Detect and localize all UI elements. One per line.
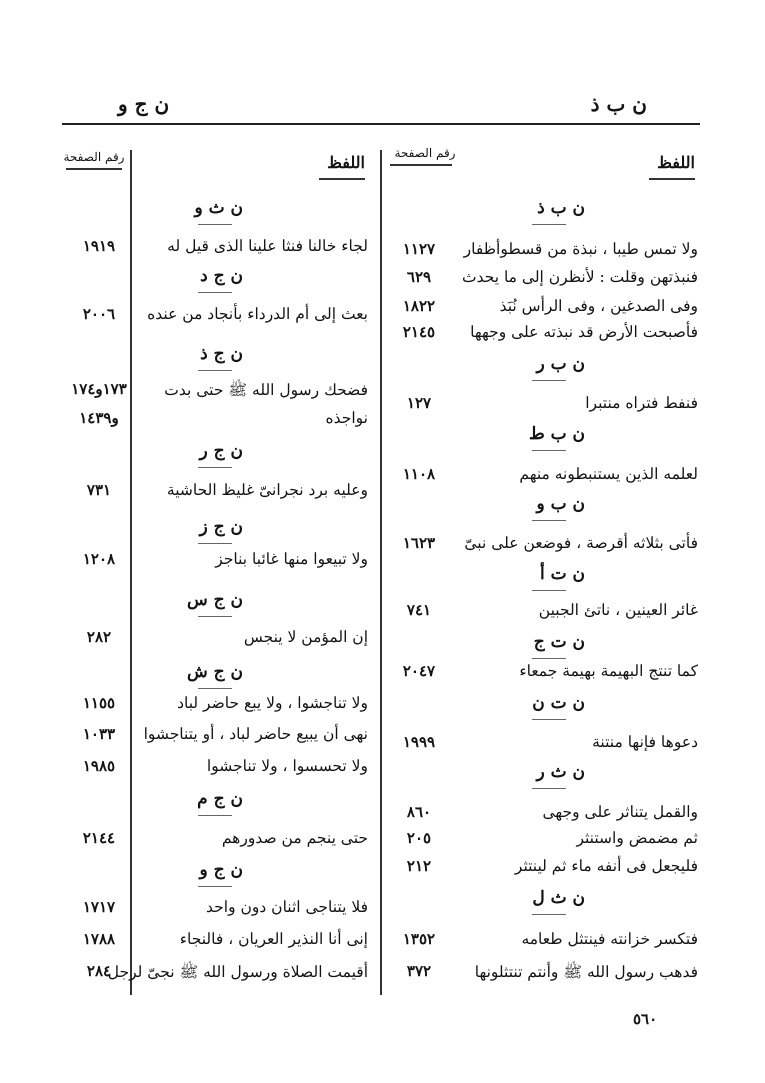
entry-page-number: ٦٢٩	[406, 268, 432, 286]
entry-page-number: ١٩٩٩	[402, 733, 436, 751]
entry-page-number: ٢٠٤٧	[402, 662, 436, 680]
header-rule	[62, 123, 700, 125]
root-underline	[198, 886, 232, 887]
root-heading: ن ث ر	[536, 762, 585, 782]
root-heading: ن ت ن	[532, 693, 585, 713]
entry-phrase: حتى ينجم من صدورهم	[221, 829, 368, 847]
root-underline	[532, 224, 566, 225]
left-page-header: رقم الصفحة	[63, 150, 125, 164]
entry-page-number: ١٧٣و١٧٤	[71, 380, 127, 398]
entry-page-number: و١٤٣٩	[79, 409, 119, 427]
entry-phrase: فليجعل فى أنفه ماء ثم لينتثر	[514, 857, 698, 875]
entry-phrase: إنى أنا النذير العريان ، فالنجاء	[179, 930, 368, 948]
entry-page-number: ٧٣١	[86, 481, 112, 499]
root-heading: ن ج ذ	[200, 344, 243, 364]
entry-phrase: ولا تحسسوا ، ولا تناجشوا	[206, 757, 368, 775]
root-underline	[532, 450, 566, 451]
entry-phrase: نهى أن يبيع حاضر لباد ، أو يتناجشوا	[143, 725, 368, 743]
entry-page-number: ٢١٢	[406, 857, 432, 875]
entry-phrase: فأصبحت الأرض قد نبذته على وجهها	[470, 323, 698, 341]
page-number: ٥٦٠	[633, 1010, 658, 1028]
root-underline	[198, 467, 232, 468]
entry-page-number: ١٠٣٣	[82, 725, 116, 743]
root-underline	[532, 719, 566, 720]
root-heading: ن ج و	[199, 860, 243, 880]
root-underline	[198, 688, 232, 689]
root-underline	[198, 616, 232, 617]
entry-page-number: ١٣٥٢	[402, 930, 436, 948]
entry-page-number: ٢١٤٥	[402, 323, 436, 341]
root-heading: ن ب ط	[528, 424, 585, 444]
entry-page-number: ٢٠٥	[406, 829, 432, 847]
entry-phrase: فلا يتناجى اثنان دون واحد	[206, 898, 368, 916]
root-heading: ن ج س	[186, 590, 243, 610]
root-heading: ن ت أ	[539, 564, 585, 584]
root-underline	[532, 520, 566, 521]
right-page-header-underline	[390, 164, 452, 166]
root-heading: ن ب ر	[536, 354, 585, 374]
root-heading: ن ج ز	[199, 517, 243, 537]
entry-phrase: ثم مضمض واستنثر	[576, 829, 698, 847]
root-underline	[532, 380, 566, 381]
right-column-divider	[380, 150, 382, 995]
root-heading: ن ث و	[194, 198, 243, 218]
root-heading: ن ب و	[536, 494, 585, 514]
entry-page-number: ٣٧٢	[406, 962, 432, 980]
root-heading: ن ج ر	[199, 441, 243, 461]
entry-phrase: ولا تبيعوا منها غائبا بناجز	[215, 550, 368, 568]
entry-page-number: ١١٢٧	[402, 240, 436, 258]
entry-phrase: فنبذتهن وقلت : لأنظرن إلى ما يحدث	[461, 268, 698, 286]
root-heading: ن ج د	[200, 266, 243, 286]
entry-page-number: ١٧٨٨	[82, 930, 116, 948]
entry-page-number: ١٨٢٢	[402, 297, 436, 315]
entry-page-number: ٢٨٢	[86, 628, 112, 646]
root-heading: ن ج م	[197, 789, 243, 809]
entry-phrase: فضحك رسول الله ﷺ حتى بدت	[164, 381, 368, 399]
entry-page-number: ١١٥٥	[82, 694, 116, 712]
entry-page-number: ٢٨٤	[86, 962, 112, 980]
entry-page-number: ٨٦٠	[406, 803, 432, 821]
entry-phrase: فدهب رسول الله ﷺ وأنتم تنتثلونها	[474, 963, 698, 981]
running-head-left: ن ج و	[118, 92, 170, 116]
entry-phrase: نواجذه	[325, 409, 368, 427]
entry-page-number: ١٩١٩	[82, 237, 116, 255]
entry-page-number: ٢٠٠٦	[82, 305, 116, 323]
entry-page-number: ١٧١٧	[82, 898, 116, 916]
entry-phrase: دعوها فإنها منتنة	[592, 733, 698, 751]
root-underline	[532, 788, 566, 789]
root-underline	[198, 370, 232, 371]
entry-page-number: ٧٤١	[406, 601, 432, 619]
running-head-right: ن ب ذ	[590, 92, 647, 116]
root-underline	[532, 658, 566, 659]
left-word-header-underline	[319, 178, 365, 180]
entry-phrase: والقمل يتناثر على وجهى	[542, 803, 698, 821]
right-word-header-underline	[649, 178, 695, 180]
entry-phrase: فنفط فتراه منتبرا	[585, 394, 698, 412]
right-page-header: رقم الصفحة	[394, 146, 456, 160]
entry-page-number: ١٢٧	[406, 394, 432, 412]
entry-phrase: بعث إلى أم الدرداء بأنجاد من عنده	[147, 305, 368, 323]
entry-phrase: ولا تناجشوا ، ولا يبع حاضر لباد	[177, 694, 368, 712]
entry-phrase: غائر العينين ، ناتئ الجبين	[538, 601, 698, 619]
entry-page-number: ٢١٤٤	[82, 829, 116, 847]
left-column-divider	[130, 150, 132, 995]
root-underline	[532, 590, 566, 591]
root-heading: ن ث ل	[532, 888, 585, 908]
root-underline	[198, 292, 232, 293]
entry-page-number: ١٢٠٨	[82, 550, 116, 568]
entry-phrase: أقيمت الصلاة ورسول الله ﷺ نجىّ لرجل	[107, 963, 368, 981]
left-page-header-underline	[66, 168, 122, 170]
root-underline	[198, 815, 232, 816]
entry-phrase: لجاء خالنا فنثا علينا الذى قيل له	[167, 237, 368, 255]
entry-page-number: ١١٠٨	[402, 465, 436, 483]
root-underline	[532, 914, 566, 915]
entry-phrase: لعلمه الذين يستنبطونه منهم	[519, 465, 698, 483]
entry-phrase: كما تنتج البهيمة بهيمة جمعاء	[519, 662, 698, 680]
root-heading: ن ج ش	[186, 662, 243, 682]
entry-phrase: وعليه برد نجرانىّ غليظ الحاشية	[166, 481, 368, 499]
right-word-header: اللفظ	[657, 153, 695, 172]
entry-phrase: وفى الصدغين ، وفى الرأس نُبَذ	[499, 297, 698, 315]
root-underline	[198, 543, 232, 544]
entry-phrase: ولا تمس طيبا ، نبذة من قسطوأظفار	[463, 240, 698, 258]
entry-phrase: فتكسر خزانته فينتثل طعامه	[521, 930, 698, 948]
root-underline	[198, 224, 232, 225]
entry-phrase: فأتى بثلاثه أقرصة ، فوضعن على نبىّ	[464, 534, 698, 552]
entry-page-number: ١٦٢٣	[402, 534, 436, 552]
entry-phrase: إن المؤمن لا ينجس	[243, 628, 368, 646]
root-heading: ن ت ج	[533, 632, 585, 652]
entry-page-number: ١٩٨٥	[82, 757, 116, 775]
root-heading: ن ب ذ	[537, 198, 585, 218]
left-word-header: اللفظ	[327, 153, 365, 172]
